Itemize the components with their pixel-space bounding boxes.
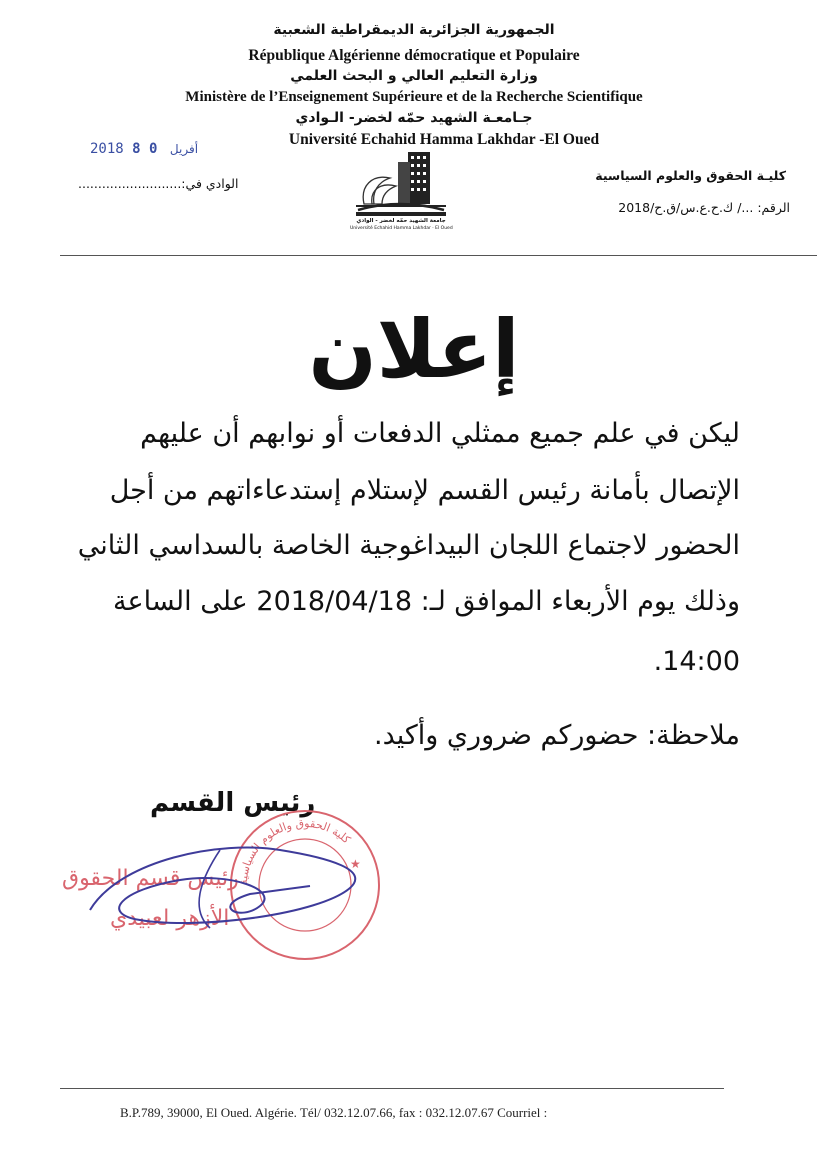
body-line-5: 14:00. <box>653 646 740 677</box>
header-french-republic: République Algérienne démocratique et Populaire <box>248 47 580 64</box>
header-arabic-ministry: وزارة التعليم العالي و البحث العلمي <box>290 68 538 84</box>
note-line: ملاحظة: حضوركم ضروري وأكيد. <box>374 720 740 751</box>
university-logo <box>350 148 452 234</box>
signature-scribble-icon <box>80 810 380 940</box>
signature-title: رئيس القسم <box>150 788 316 818</box>
logo-caption-arabic: جامعة الشهيد حمّه لخضر - الوادي <box>356 218 446 224</box>
body-line-1: ليكن في علم جميع ممثلي الدفعات أو نوابهم أن عليهم <box>140 418 740 449</box>
faculty-name: كليـة الحقوق والعلوم السياسية <box>595 168 786 183</box>
body-line-2: الإتصال بأمانة رئيس القسم لإستلام إستدعاءاتهم من أجل <box>109 475 740 506</box>
header-french-ministry: Ministère de l’Enseignement Supérieure et de la Recherche Scientifique <box>185 89 643 105</box>
announcement-title: إعلان <box>308 303 520 396</box>
body-line-4: وذلك يوم الأربعاء الموافق لـ: 2018/04/18 على الساعة <box>113 586 740 617</box>
logo-caption-french: Université Echahid Hamma Lakhdar · El Oued <box>350 226 453 231</box>
footer-contact: B.P.789, 39000, El Oued. Algérie. Tél/ 032.12.07.66, fax : 032.12.07.67 Courriel : <box>120 1105 548 1120</box>
header-arabic-university: جـامعـة الشهيد حمّه لخضر- الـوادي <box>295 110 533 126</box>
header-divider <box>60 255 817 256</box>
handwritten-signature <box>80 810 380 940</box>
department-stamp-title: رئيس قسم الحقوق <box>62 866 239 891</box>
date-stamp-day: 0 8 <box>132 141 158 157</box>
place-date-line: الوادي في:.......................... <box>78 176 239 191</box>
header-french-university: Université Echahid Hamma Lakhdar -El Oued <box>288 131 600 148</box>
header-arabic-republic: الجمهورية الجزائرية الديمقراطية الشعبية <box>273 22 555 38</box>
footer-divider <box>60 1088 724 1089</box>
date-stamp-month: أفريل <box>169 142 199 156</box>
date-stamp <box>90 141 202 157</box>
reference-number: الرقم: .../ ك.ح.ع.س/ق.ح/2018 <box>618 200 790 215</box>
date-stamp-year: 2018 <box>90 141 124 157</box>
svg-text:★: ★ <box>350 857 361 871</box>
department-stamp-name: الأزهر لعبيدي <box>110 906 230 931</box>
body-line-3: الحضور لاجتماع اللجان البيداغوجية الخاصة بالسداسي الثاني <box>77 530 740 561</box>
round-stamp-text: كلية الحقوق والعلوم السياسية <box>236 816 353 886</box>
